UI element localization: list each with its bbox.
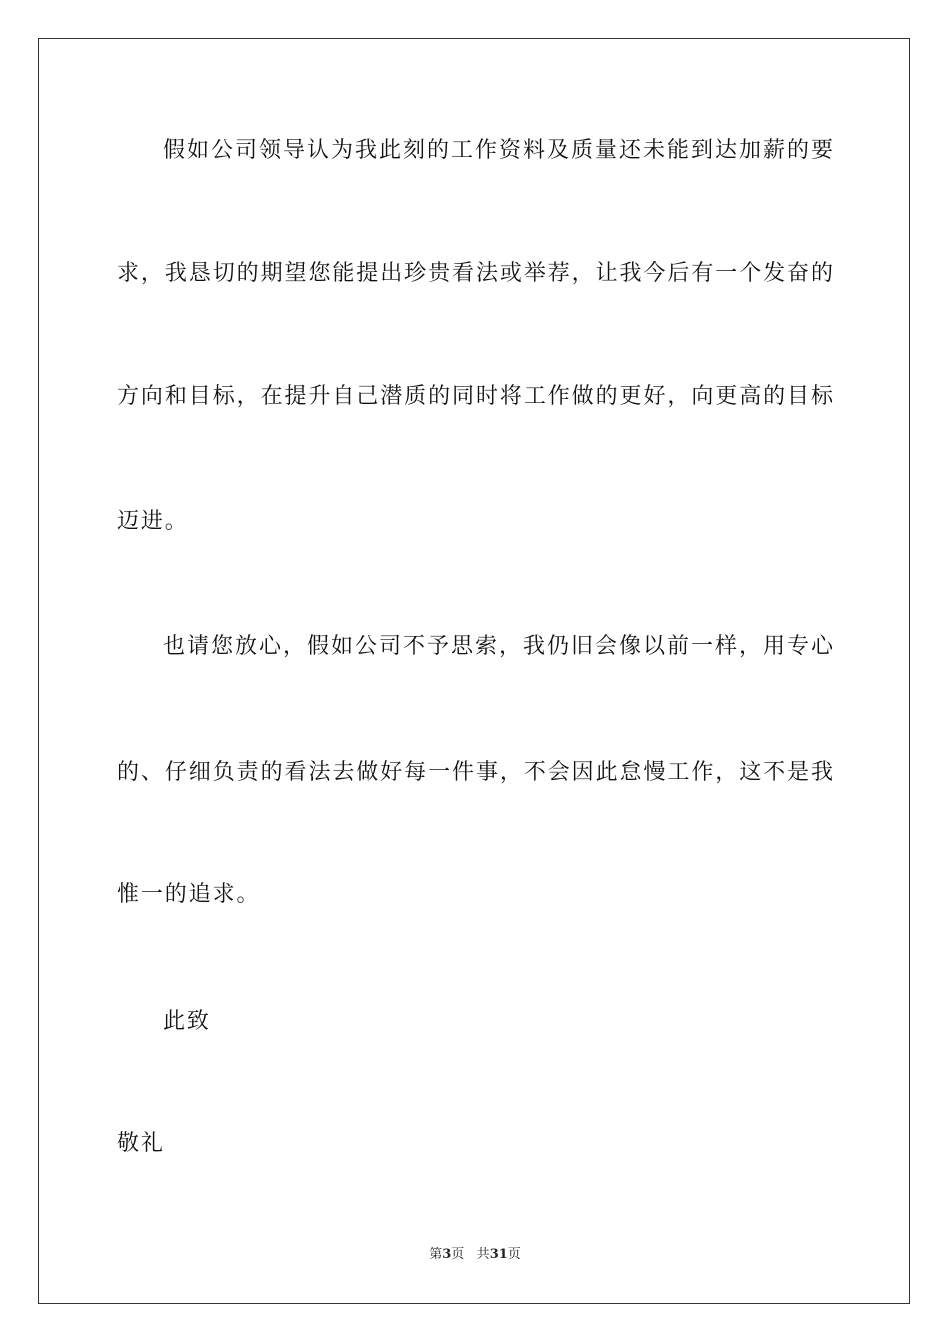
page-prefix: 第: [429, 1247, 443, 1262]
page-frame: [38, 38, 910, 1304]
paragraph-1-line-1: 假如公司领导认为我此刻的工作资料及质量还未能到达加薪的要: [163, 138, 833, 163]
closing-regards: 敬礼: [117, 1131, 165, 1156]
paragraph-2-line-3: 惟一的追求。: [117, 882, 261, 907]
total-suffix: 页: [507, 1247, 521, 1262]
closing-salutation: 此致: [163, 1009, 211, 1034]
page-current: 3: [442, 1247, 452, 1262]
page-suffix: 页: [451, 1247, 465, 1262]
paragraph-1-line-4: 迈进。: [117, 509, 189, 534]
paragraph-2-line-1: 也请您放心，假如公司不予思索，我仍旧会像以前一样，用专心: [163, 634, 833, 659]
paragraph-1-line-2: 求，我恳切的期望您能提出珍贵看法或举荐，让我今后有一个发奋的: [117, 261, 833, 286]
page-total: 31: [489, 1247, 508, 1262]
paragraph-1-line-3: 方向和目标，在提升自己潜质的同时将工作做的更好，向更高的目标: [117, 384, 833, 409]
total-prefix: 共: [476, 1247, 490, 1262]
page-footer: [0, 1246, 950, 1264]
paragraph-2-line-2: 的、仔细负责的看法去做好每一件事，不会因此怠慢工作，这不是我: [117, 760, 833, 785]
